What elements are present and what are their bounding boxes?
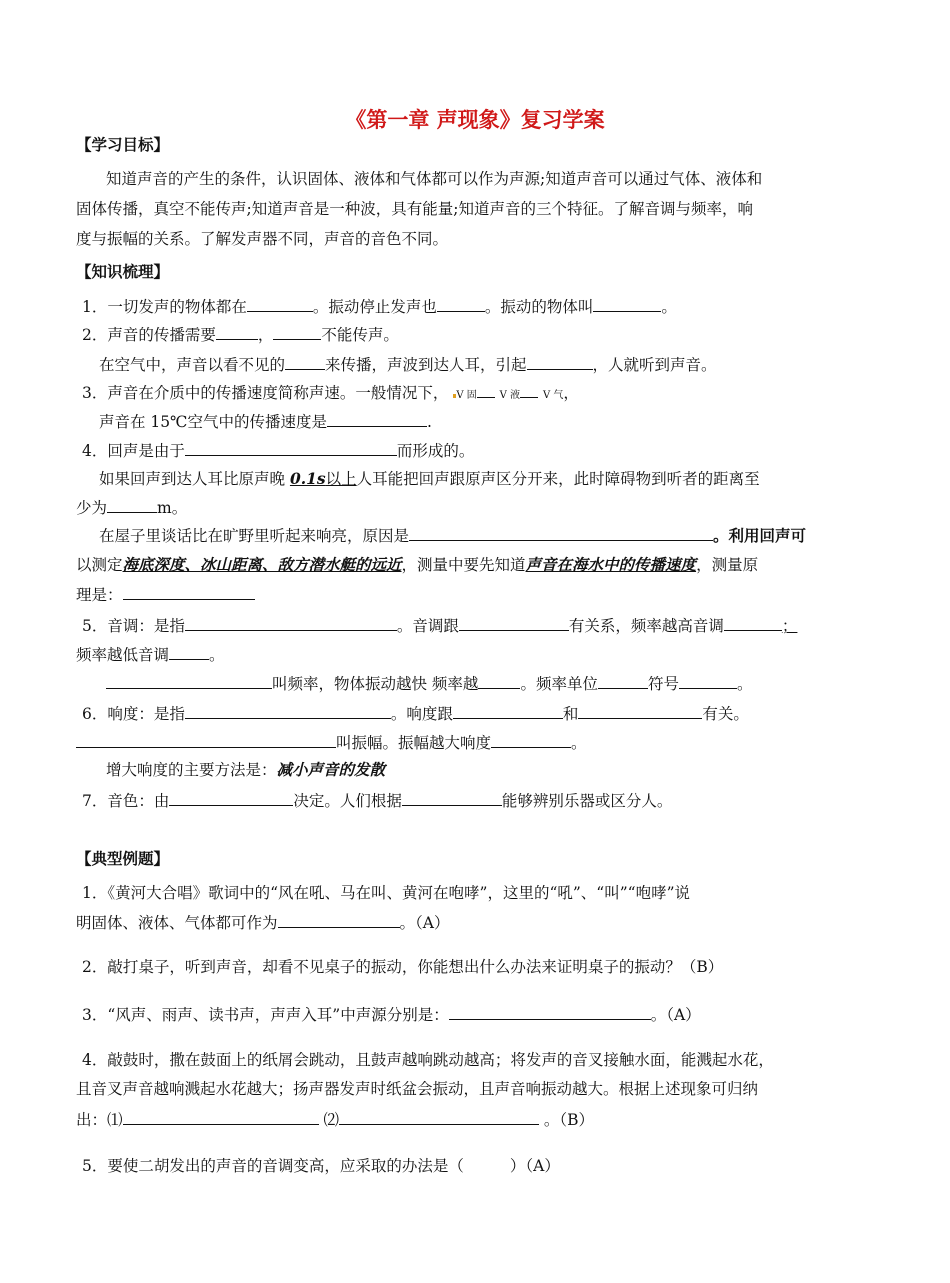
fill-blank[interactable] [185,439,397,456]
fill-blank[interactable] [123,1108,319,1125]
fill-blank[interactable] [402,789,502,806]
fill-blank[interactable] [578,702,702,719]
section-heading-examples: 【典型例题】 [76,850,170,868]
knowledge-item-3: 3．声音在介质中的传播速度简称声速。一般情况下， V 固 V 液 V 气， [82,384,579,402]
fill-blank[interactable] [278,911,400,928]
fill-blank[interactable] [76,731,336,748]
knowledge-item-6: 6．响度：是指 。响度跟 和 有关。 [82,702,749,725]
knowledge-item-4-line-6: 理是： [76,583,255,606]
knowledge-item-1: 1．一切发声的物体都在 。振动停止发声也 。振动的物体叫 。 [82,295,677,318]
knowledge-item-4: 4．回声是由于 而形成的。 [82,439,474,462]
knowledge-item-4-line-2: 如果回声到达人耳比原声晚 0.1s以上人耳能把回声跟原声区分开来，此时障碍物到听者的距离至 [99,469,760,488]
goals-text-line-2: 固体传播，真空不能传声;知道声音是一种波，具有能量;知道声音的三个特征。了解音调与频率，响 [76,200,753,218]
knowledge-item-2-line-2: 在空气中，声音以看不见的 来传播，声波到达人耳，引起 ，人就听到声音。 [99,353,717,376]
page-title: 《第一章 声现象》复习学案 [345,108,605,132]
fill-blank[interactable] [453,702,563,719]
example-4-line-3: 出：⑴ ⑵ 。（B） [76,1108,594,1131]
knowledge-item-6-line-3: 增大响度的主要方法是：减小声音的发散 [106,760,386,779]
knowledge-item-7: 7．音色：由 决定。人们根据 能够辨别乐器或区分人。 [82,789,672,812]
example-2: 2．敲打桌子，听到声音，却看不见桌子的振动，你能想出什么办法来证明桌子的振动？（B） [82,958,724,976]
fill-blank[interactable] [285,353,325,370]
fill-blank[interactable] [169,643,209,660]
fill-blank[interactable] [106,672,272,689]
knowledge-item-5-line-3: 叫频率，物体振动越快 频率越 。频率单位 符号 。 [106,672,752,695]
fill-blank[interactable] [185,702,391,719]
knowledge-item-5-line-2: 频率越低音调 。 [76,643,225,666]
section-heading-knowledge: 【知识梳理】 [76,263,170,281]
fill-blank[interactable] [247,295,313,312]
section-heading-goals: 【学习目标】 [76,136,170,154]
fill-blank[interactable] [724,614,782,631]
fill-blank[interactable] [107,496,157,513]
fill-blank[interactable] [459,614,569,631]
fill-blank[interactable] [478,672,520,689]
fill-blank[interactable] [520,387,538,398]
fill-blank[interactable] [449,1003,651,1020]
fill-blank[interactable] [477,387,495,398]
fill-blank[interactable] [593,295,661,312]
fill-blank[interactable] [491,731,571,748]
goals-text-line-1: 知道声音的产生的条件，认识固体、液体和气体都可以作为声源;知道声音可以通过气体、液体和 [106,170,763,188]
knowledge-item-3-line-2: 声音在 15℃空气中的传播速度是 . [99,410,432,433]
fill-blank[interactable] [185,614,397,631]
fill-blank[interactable] [216,323,258,340]
knowledge-item-4-line-5: 以测定海底深度、冰山距离、敌方潜水艇的远近，测量中要先知道声音在海水中的传播速度，测量原 [76,555,759,574]
example-4-line-1: 4．敲鼓时，撒在鼓面上的纸屑会跳动，且鼓声越响跳动越高；将发声的音叉接触水面，能溅起水花， [82,1051,774,1069]
knowledge-item-4-line-3: 少为 m。 [76,496,187,519]
knowledge-item-6-line-2: 叫振幅。振幅越大响度 。 [76,731,587,754]
fill-blank[interactable] [327,410,427,427]
knowledge-item-2: 2．声音的传播需要 ， 不能传声。 [82,323,399,346]
knowledge-item-5: 5．音调：是指 。音调跟 有关系，频率越高音调 ； [82,614,797,637]
goals-text-line-3: 度与振幅的关系。了解发声器不同，声音的音色不同。 [76,230,449,248]
fill-blank[interactable] [437,295,485,312]
fill-blank[interactable] [409,524,713,541]
knowledge-item-4-line-4: 在屋子里谈话比在旷野里听起来响亮，原因是 。利用回声可 [99,526,807,545]
example-4-line-2: 且音叉声音越响溅起水花越大；扬声器发声时纸盆会振动，且声音响振动越大。根据上述现象可归纳 [76,1080,759,1098]
fill-blank[interactable] [123,583,255,600]
example-1-line-1: 1．《黄河大合唱》歌词中的“风在吼、马在叫、黄河在咆哮”，这里的“吼”、“叫”“咆哮”说 [82,884,691,902]
fill-blank[interactable] [273,323,321,340]
fill-blank[interactable] [527,353,593,370]
fill-blank[interactable] [598,672,648,689]
fill-blank[interactable] [169,789,293,806]
fill-blank[interactable] [679,672,737,689]
example-1-line-2: 明固体、液体、气体都可作为 。（A） [76,911,449,934]
example-5: 5．要使二胡发出的声音的音调变高，应采取的办法是（ ）（A） [82,1157,560,1175]
example-3: 3．“风声、雨声、读书声，声声入耳”中声源分别是： 。（A） [82,1003,701,1026]
fill-blank[interactable] [339,1108,539,1125]
